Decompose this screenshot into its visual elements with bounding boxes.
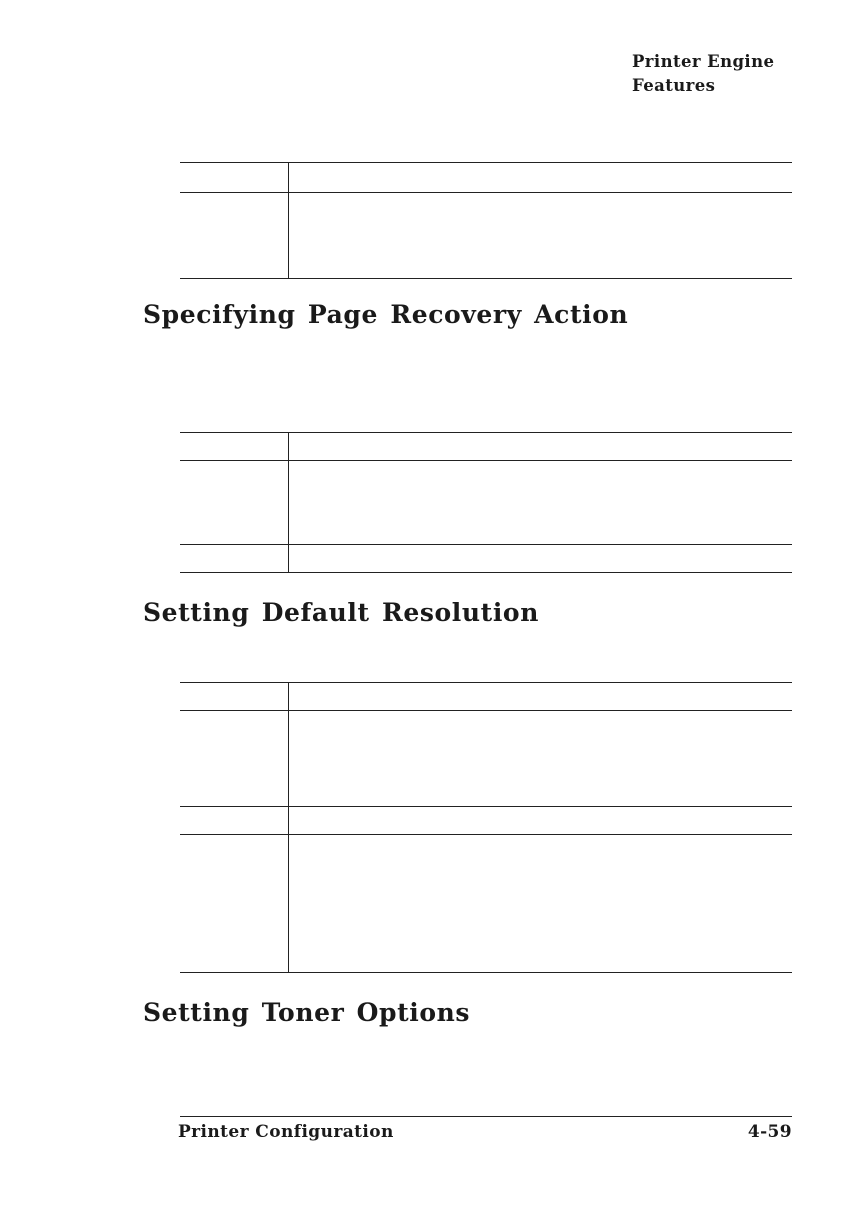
table-top	[180, 162, 792, 279]
running-header	[632, 50, 832, 98]
table-column-divider	[288, 162, 289, 278]
table-rule	[180, 162, 792, 163]
table-rule	[180, 682, 792, 683]
table-rule	[180, 972, 792, 973]
table-default-resolution	[180, 682, 792, 973]
running-header-line-2: Features	[632, 76, 716, 95]
section-heading-default-resolution: Setting Default Resolution	[143, 598, 539, 627]
table-column-divider	[288, 432, 289, 572]
table-rule	[180, 460, 792, 461]
table-rule	[180, 432, 792, 433]
running-header-line-1: Printer Engine	[632, 52, 775, 71]
table-column-divider	[288, 682, 289, 972]
table-rule	[180, 834, 792, 835]
footer-rule	[180, 1116, 792, 1117]
table-rule	[180, 806, 792, 807]
section-heading-toner-options: Setting Toner Options	[143, 998, 471, 1027]
table-rule	[180, 572, 792, 573]
table-rule	[180, 710, 792, 711]
table-rule	[180, 192, 792, 193]
table-rule	[180, 544, 792, 545]
footer-page-number: 4-59	[747, 1122, 792, 1142]
footer-chapter-title: Printer Configuration	[178, 1122, 394, 1142]
table-rule	[180, 278, 792, 279]
section-heading-page-recovery: Specifying Page Recovery Action	[143, 300, 629, 329]
table-page-recovery	[180, 432, 792, 573]
